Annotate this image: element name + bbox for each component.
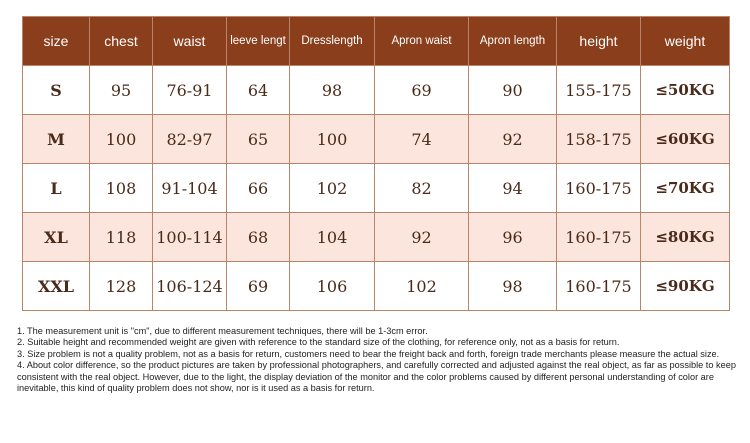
cell-apron-waist: 92 xyxy=(375,213,469,262)
table-row xyxy=(23,164,730,213)
cell-size: L xyxy=(23,164,90,213)
table-row xyxy=(23,262,730,311)
cell-chest: 118 xyxy=(90,213,153,262)
cell-size: M xyxy=(23,115,90,164)
cell-waist: 106-124 xyxy=(153,262,227,311)
note-item: 1. The measurement unit is "cm", due to different measurement techniques, there will be 1-3cm error. xyxy=(17,326,428,336)
cell-apron-waist: 74 xyxy=(375,115,469,164)
cell-apron-length: 98 xyxy=(469,262,557,311)
cell-size: XXL xyxy=(23,262,90,311)
cell-chest: 95 xyxy=(90,66,153,115)
cell-height: 158-175 xyxy=(557,115,641,164)
cell-height: 160-175 xyxy=(557,164,641,213)
header-apron-waist: Apron waist xyxy=(375,17,469,66)
cell-size: S xyxy=(23,66,90,115)
header-weight: weight xyxy=(641,17,730,66)
cell-apron-waist: 102 xyxy=(375,262,469,311)
cell-waist: 100-114 xyxy=(153,213,227,262)
cell-apron-length: 94 xyxy=(469,164,557,213)
cell-waist: 91-104 xyxy=(153,164,227,213)
header-apron-length: Apron length xyxy=(469,17,557,66)
cell-sleeve-length: 68 xyxy=(227,213,290,262)
cell-chest: 100 xyxy=(90,115,153,164)
header-chest: chest xyxy=(90,17,153,66)
note-item: 3. Size problem is not a quality problem, not as a basis for return, customers need to bear the freight back and forth, foreign trade merchants please measure the actual size. xyxy=(17,348,720,359)
cell-dress-length: 100 xyxy=(290,115,375,164)
header-sleeve-length: leeve lengt xyxy=(227,17,290,66)
cell-apron-length: 96 xyxy=(469,213,557,262)
cell-weight: ≤50KG xyxy=(641,66,730,115)
size-chart-table xyxy=(22,16,730,311)
cell-dress-length: 102 xyxy=(290,164,375,213)
cell-apron-length: 92 xyxy=(469,115,557,164)
table-row xyxy=(23,66,730,115)
cell-sleeve-length: 65 xyxy=(227,115,290,164)
cell-dress-length: 98 xyxy=(290,66,375,115)
note-item: 4. About color difference, so the product pictures are taken by professional photographers, and carefully corrected and adjusted against the real object, as far as possible to keep consistent with the real object. However, due to the light, the display deviation of the monitor and the color problems caused by different personal understanding of color are inevitable, this kind of quality problem does not show, nor is it used as a basis for return. xyxy=(17,360,736,394)
notes-section xyxy=(17,326,742,394)
note-item: 2. Suitable height and recommended weight are given with reference to the standard size of the clothing, for reference only, not as a basis for return. xyxy=(17,337,620,348)
cell-waist: 82-97 xyxy=(153,115,227,164)
header-dress-length: Dresslength xyxy=(290,17,375,66)
header-waist: waist xyxy=(153,17,227,66)
cell-weight: ≤60KG xyxy=(641,115,730,164)
cell-dress-length: 106 xyxy=(290,262,375,311)
table-row xyxy=(23,213,730,262)
cell-dress-length: 104 xyxy=(290,213,375,262)
cell-apron-length: 90 xyxy=(469,66,557,115)
cell-apron-waist: 69 xyxy=(375,66,469,115)
table-row xyxy=(23,115,730,164)
cell-height: 160-175 xyxy=(557,262,641,311)
cell-sleeve-length: 69 xyxy=(227,262,290,311)
header-height: height xyxy=(557,17,641,66)
cell-chest: 128 xyxy=(90,262,153,311)
cell-chest: 108 xyxy=(90,164,153,213)
cell-weight: ≤80KG xyxy=(641,213,730,262)
cell-waist: 76-91 xyxy=(153,66,227,115)
cell-sleeve-length: 66 xyxy=(227,164,290,213)
cell-height: 155-175 xyxy=(557,66,641,115)
cell-height: 160-175 xyxy=(557,213,641,262)
cell-weight: ≤90KG xyxy=(641,262,730,311)
cell-apron-waist: 82 xyxy=(375,164,469,213)
header-size: size xyxy=(23,17,90,66)
cell-sleeve-length: 64 xyxy=(227,66,290,115)
table-header-row xyxy=(23,17,730,66)
cell-size: XL xyxy=(23,213,90,262)
cell-weight: ≤70KG xyxy=(641,164,730,213)
